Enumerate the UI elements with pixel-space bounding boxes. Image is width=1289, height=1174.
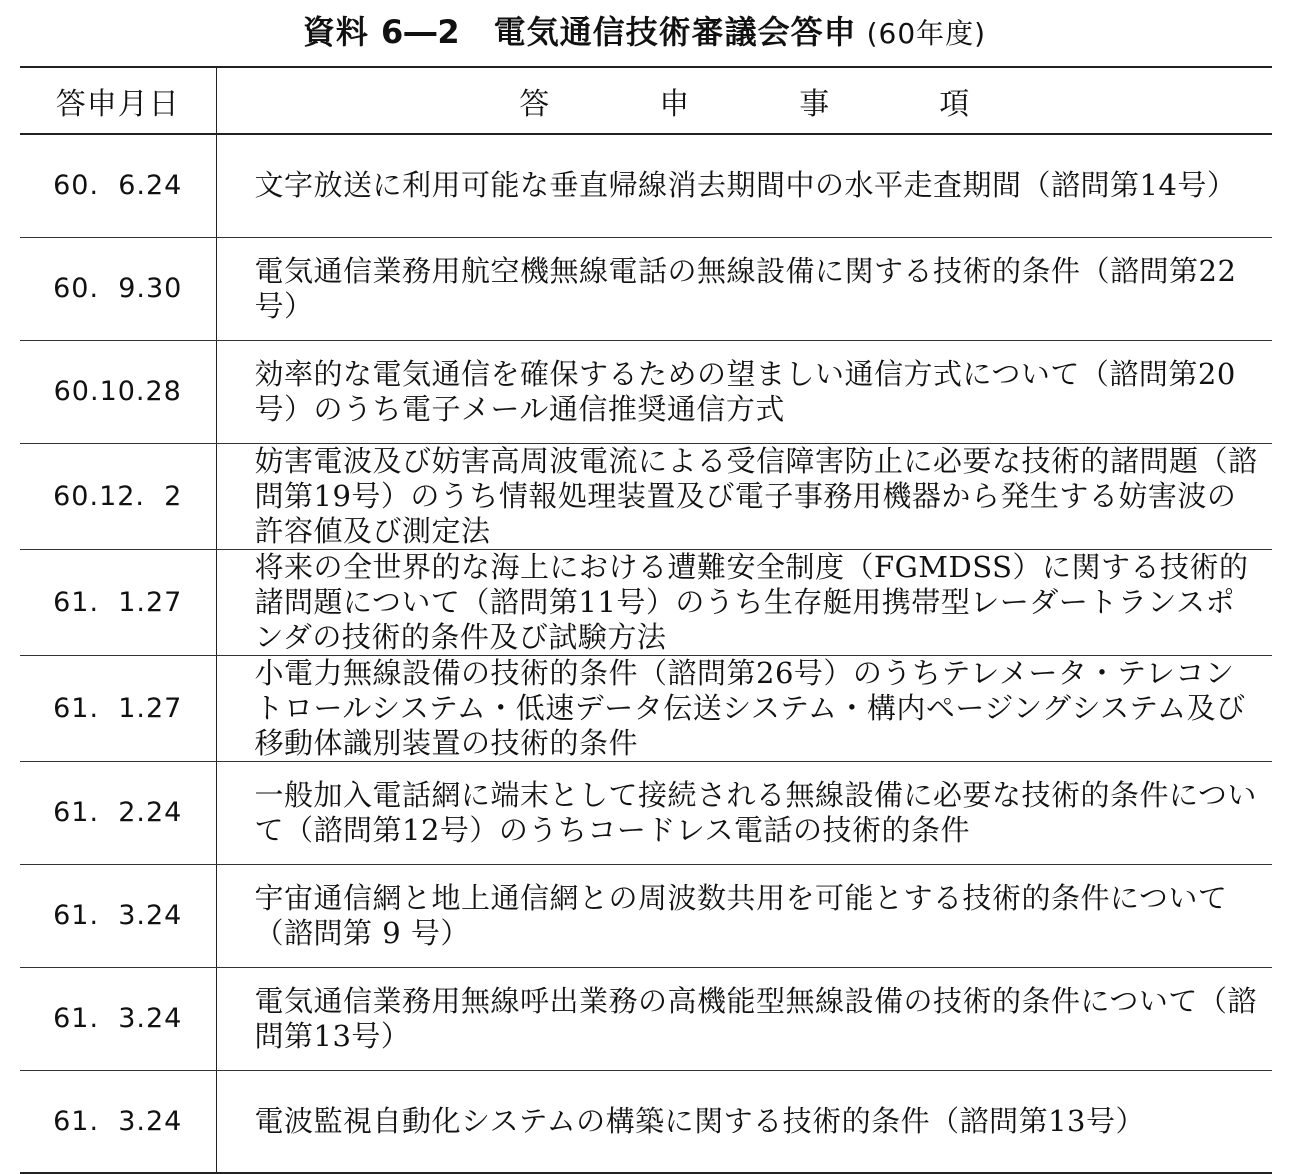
table-row [20, 655, 1272, 761]
table-row [20, 967, 1272, 1070]
title-year: (60年度) [866, 17, 987, 50]
row-item: 将来の全世界的な海上における遭難安全制度（FGMDSS）に関する技術的諸問題について（諮問第11号）のうち生存艇用携帯型レーダートランスポンダの技術的条件及び試験方法 [216, 549, 1272, 655]
row-date: 60.10.28 [20, 340, 216, 443]
row-date: 60. 9.30 [20, 237, 216, 340]
row-item: 文字放送に利用可能な垂直帰線消去期間中の水平走査期間（諮問第14号） [216, 134, 1272, 237]
table-row [20, 237, 1272, 340]
row-item: 電気通信業務用無線呼出業務の高機能型無線設備の技術的条件について（諮問第13号） [216, 967, 1272, 1070]
row-date: 61. 3.24 [20, 967, 216, 1070]
table-row [20, 864, 1272, 967]
row-date: 61. 3.24 [20, 1070, 216, 1173]
row-item: 宇宙通信網と地上通信網との周波数共用を可能とする技術的条件について（諮問第 9 号） [216, 864, 1272, 967]
header-item: 答申事項 [216, 67, 1272, 134]
table-row [20, 340, 1272, 443]
row-item: 電波監視自動化システムの構築に関する技術的条件（諮問第13号） [216, 1070, 1272, 1173]
row-item: 一般加入電話網に端末として接続される無線設備に必要な技術的条件について（諮問第12号）のうちコードレス電話の技術的条件 [216, 761, 1272, 864]
report-table [20, 66, 1272, 1174]
row-date: 61. 1.27 [20, 655, 216, 761]
table-row [20, 443, 1272, 549]
header-row [20, 67, 1272, 134]
document-title [0, 10, 1289, 56]
row-item: 効率的な電気通信を確保するための望ましい通信方式について（諮問第20号）のうち電子メール通信推奨通信方式 [216, 340, 1272, 443]
table-row [20, 761, 1272, 864]
row-item: 電気通信業務用航空機無線電話の無線設備に関する技術的条件（諮問第22号） [216, 237, 1272, 340]
row-date: 61. 2.24 [20, 761, 216, 864]
title-main: 資料 6―2 電気通信技術審議会答申 [302, 13, 857, 51]
row-date: 60.12. 2 [20, 443, 216, 549]
row-date: 60. 6.24 [20, 134, 216, 237]
table-row [20, 549, 1272, 655]
table-row [20, 1070, 1272, 1173]
table-row [20, 134, 1272, 237]
row-item: 妨害電波及び妨害高周波電流による受信障害防止に必要な技術的諸問題（諮問第19号）のうち情報処理装置及び電子事務用機器から発生する妨害波の許容値及び測定法 [216, 443, 1272, 549]
row-item: 小電力無線設備の技術的条件（諮問第26号）のうちテレメータ・テレコントロールシステム・低速データ伝送システム・構内ページングシステム及び移動体識別装置の技術的条件 [216, 655, 1272, 761]
row-date: 61. 1.27 [20, 549, 216, 655]
row-date: 61. 3.24 [20, 864, 216, 967]
header-date: 答申月日 [20, 67, 216, 134]
